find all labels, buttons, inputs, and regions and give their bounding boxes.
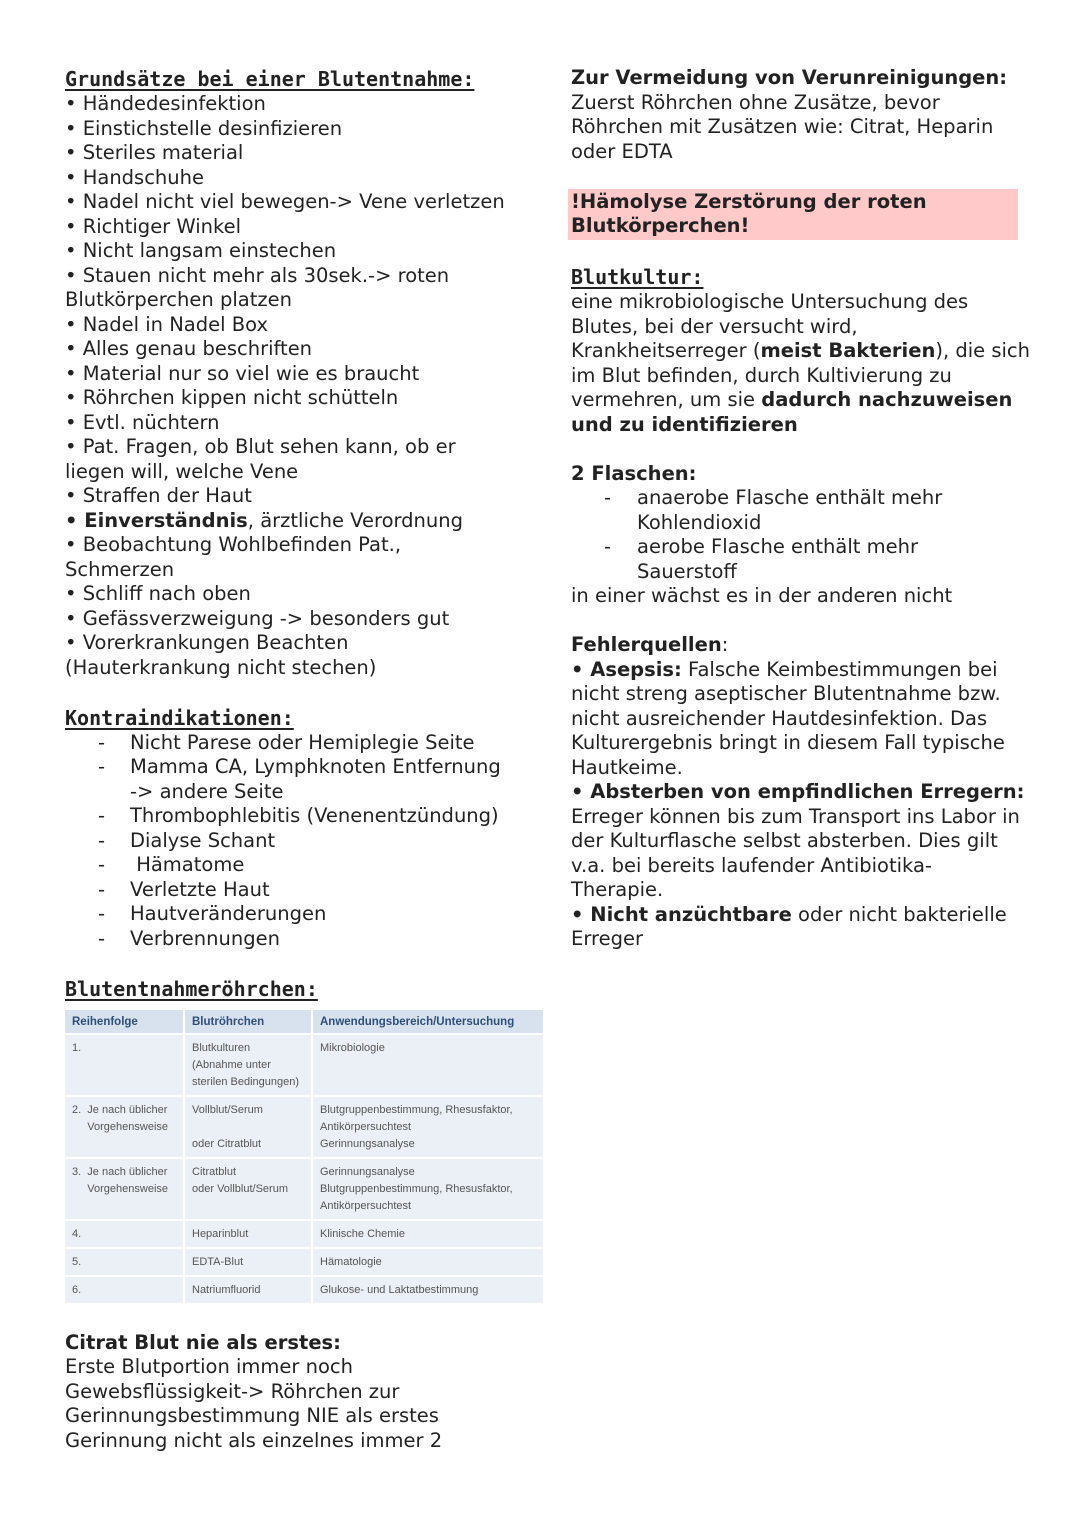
list-item: • Gefässverzweigung -> besonders gut: [65, 606, 450, 630]
cell-line: oder Vollblut/Serum: [192, 1182, 288, 1195]
text-span: Krankheitserreger (: [571, 339, 761, 362]
table-cell-tube: [185, 1159, 311, 1219]
einverstaendnis-rest: , ärztliche Verordnung: [247, 508, 464, 532]
text-line: nicht streng aseptischer Blutentnahme bzw.: [571, 682, 1001, 705]
list-item: - Nicht Parese oder Hemiplegie Seite: [65, 731, 535, 756]
column-header: Blutröhrchen: [185, 1010, 311, 1033]
cell-line: Vorgehensweise: [72, 1120, 169, 1133]
cell-line: Vorgehensweise: [72, 1182, 169, 1195]
table-cell-use: [313, 1035, 543, 1095]
text-line: Röhrchen mit Zusätzen wie: Citrat, Heparin: [571, 115, 994, 138]
text-line: der Kulturflasche selbst absterben. Dies gilt: [571, 829, 998, 852]
text-line: Erreger: [571, 927, 643, 950]
cell-line: Natriumfluorid: [192, 1283, 261, 1296]
table-cell-order: [65, 1221, 183, 1247]
table-body: [65, 1035, 543, 1303]
haemolyse-highlight-box: [568, 189, 1018, 240]
cell-line: [192, 1119, 304, 1136]
list-item-continuation: Kohlendioxid: [637, 510, 762, 534]
table-cell-tube: [185, 1249, 311, 1275]
text-line: [571, 903, 1021, 928]
list-item: • Material nur so viel wie es braucht: [65, 361, 420, 385]
grundsaetze-heading: Grundsätze bei einer Blutentnahme:: [65, 67, 475, 91]
cell-line: 6.: [72, 1283, 82, 1296]
cell-line: Antikörpersuchtest: [320, 1120, 412, 1133]
text-line: Gerinnungsbestimmung NIE als erstes: [65, 1404, 439, 1427]
verunreinigung-heading: Zur Vermeidung von Verunreinigungen:: [571, 66, 1008, 89]
table-cell-use: [313, 1221, 543, 1247]
list-item: liegen will, welche Vene: [65, 459, 299, 483]
list-item: - Verbrennungen: [65, 927, 535, 952]
cell-line: Hämatologie: [320, 1255, 382, 1268]
text-line: und zu identifizieren: [571, 412, 798, 436]
cell-line: Heparinblut: [192, 1227, 249, 1240]
text-line: • Absterben von empfindlichen Erregern:: [571, 780, 1025, 803]
column-header: Reihenfolge: [65, 1010, 183, 1033]
table-cell-order: [65, 1249, 183, 1275]
cell-line: Blutkulturen: [192, 1041, 251, 1054]
list-item: • Evtl. nüchtern: [65, 410, 220, 434]
bold-span: dadurch nachzuweisen: [761, 388, 1013, 411]
list-item: • Nadel in Nadel Box: [65, 312, 268, 336]
right-column: [571, 66, 1030, 952]
blood-tube-table: [63, 1008, 545, 1305]
cell-line: Glukose- und Laktatbestimmung: [320, 1283, 479, 1296]
cell-line: 2. Je nach üblicher: [72, 1103, 168, 1116]
text-line: Erste Blutportion immer noch: [65, 1355, 354, 1378]
table-row: [65, 1035, 543, 1095]
table-cell-order: [65, 1097, 183, 1157]
text-span: :: [721, 633, 729, 656]
einverstaendnis-bold: • Einverständnis: [65, 508, 248, 532]
table-cell-order: [65, 1035, 183, 1095]
list-item: • Richtiger Winkel: [65, 214, 242, 238]
cell-line: Citratblut: [192, 1165, 237, 1178]
list-item: • Händedesinfektion: [65, 92, 266, 115]
table-row: [65, 1097, 543, 1157]
table-cell-use: [313, 1277, 543, 1303]
list-item: • Röhrchen kippen nicht schütteln: [65, 386, 399, 409]
flaschen-heading: 2 Flaschen:: [571, 461, 697, 485]
list-item: • Nicht langsam einstechen: [65, 239, 337, 262]
citrat-heading: Citrat Blut nie als erstes:: [65, 1330, 341, 1354]
list-item: - Dialyse Schant: [65, 829, 535, 854]
table-row: [65, 1249, 543, 1275]
table-cell-order: [65, 1159, 183, 1219]
cell-line: EDTA-Blut: [192, 1255, 244, 1268]
list-item: - Mamma CA, Lymphknoten Entfernung: [65, 755, 535, 780]
text-line: oder EDTA: [571, 139, 673, 163]
text-line: Zuerst Röhrchen ohne Zusätze, bevor: [571, 90, 940, 114]
text-line: nicht ausreichender Hautdesinfektion. Das: [571, 706, 988, 730]
text-line: Therapie.: [571, 878, 664, 901]
table-cell-use: [313, 1097, 543, 1157]
table-row: [65, 1277, 543, 1303]
text-line: Blutes, bei der versucht wird,: [571, 314, 858, 338]
text-line: [571, 339, 1030, 364]
list-item-continuation: Sauerstoff: [637, 559, 737, 583]
list-item: • Handschuhe: [65, 165, 205, 189]
text-line: Kulturergebnis bringt in diesem Fall typische: [571, 731, 1005, 754]
cell-line: Mikrobiologie: [320, 1041, 385, 1054]
text-span: vermehren, um sie: [571, 388, 762, 411]
text-line: Blutkörperchen!: [571, 214, 750, 237]
cell-line: 1.: [72, 1041, 82, 1054]
list-item: • Nadel nicht viel bewegen-> Vene verletzen: [65, 190, 505, 213]
text-line: v.a. bei bereits laufender Antibiotika-: [571, 853, 932, 877]
list-item: • Beobachtung Wohlbefinden Pat.,: [65, 533, 402, 556]
list-item-continuation: -> andere Seite: [130, 779, 284, 803]
grundsaetze-list: [65, 92, 535, 680]
bold-span: • Nicht anzüchtbare: [571, 902, 792, 926]
text-line: Gerinnung nicht als einzelnes immer 2: [65, 1428, 443, 1452]
blutkultur-heading: Blutkultur:: [571, 265, 704, 289]
list-item: - Thrombophlebitis (Venenentzündung): [65, 804, 535, 829]
table-cell-tube: [185, 1035, 311, 1095]
text-line: eine mikrobiologische Untersuchung des: [571, 290, 969, 313]
text-line: Erreger können bis zum Transport ins Labor in: [571, 804, 1020, 828]
cell-line: Blutgruppenbestimmung, Rhesusfaktor,: [320, 1182, 513, 1195]
table-row: [65, 1159, 543, 1219]
cell-line: sterilen Bedingungen): [192, 1075, 300, 1088]
table-cell-use: [313, 1249, 543, 1275]
text-span: oder nicht bakterielle: [791, 902, 1007, 926]
table-row: [65, 1221, 543, 1247]
kontraindikationen-heading: Kontraindikationen:: [65, 705, 294, 730]
list-item: [65, 509, 535, 534]
list-item: • Steriles material: [65, 141, 244, 164]
list-item: - Verletzte Haut: [65, 878, 535, 903]
fehlerquellen-heading: [571, 633, 1021, 658]
bold-span: meist Bakterien: [760, 339, 936, 362]
text-line: Gewebsflüssigkeit-> Röhrchen zur: [65, 1379, 400, 1403]
cell-line: 3. Je nach üblicher: [72, 1165, 168, 1178]
list-item: • Stauen nicht mehr als 30sek.-> roten: [65, 263, 450, 287]
table-cell-use: [313, 1159, 543, 1219]
text-line: Hautkeime.: [571, 755, 683, 779]
cell-line: Klinische Chemie: [320, 1227, 405, 1240]
table-cell-tube: [185, 1097, 311, 1157]
table-cell-tube: [185, 1221, 311, 1247]
left-column: [65, 66, 535, 1453]
text-line: [571, 388, 1021, 413]
cell-line: 4.: [72, 1227, 82, 1240]
table-cell-tube: [185, 1277, 311, 1303]
list-item: - Hämatome: [65, 853, 535, 878]
list-item: • Einstichstelle desinfizieren: [65, 116, 343, 140]
list-item: - Hautveränderungen: [65, 902, 535, 927]
list-item: • Schliff nach oben: [65, 582, 251, 605]
cell-line: Blutgruppenbestimmung, Rhesusfaktor,: [320, 1103, 513, 1116]
table-cell-order: [65, 1277, 183, 1303]
text-span: ), die sich: [935, 339, 1030, 362]
text-line: !Hämolyse Zerstörung der roten: [571, 189, 927, 213]
cell-line: 5.: [72, 1255, 82, 1268]
cell-line: Vollblut/Serum: [192, 1103, 263, 1116]
table-header-row: [65, 1010, 543, 1033]
cell-line: oder Citratblut: [192, 1137, 262, 1150]
text-span: Falsche Keimbestimmungen bei: [681, 657, 998, 681]
cell-line: Gerinnungsanalyse: [320, 1137, 415, 1150]
bold-span: Fehlerquellen: [571, 633, 722, 656]
list-item: • Alles genau beschriften: [65, 337, 313, 360]
cell-line: (Abnahme unter: [192, 1058, 271, 1071]
bold-span: • Asepsis:: [571, 657, 682, 681]
text-line: in einer wächst es in der anderen nicht: [571, 584, 953, 607]
list-item: • Vorerkrankungen Beachten: [65, 631, 349, 654]
list-item: - anaerobe Flasche enthält mehr: [571, 486, 1021, 511]
cell-line: Antikörpersuchtest: [320, 1199, 412, 1212]
list-item: Schmerzen: [65, 557, 175, 581]
kontraindikationen-list: [65, 731, 535, 952]
list-item: Blutkörperchen platzen: [65, 288, 292, 311]
text-line: im Blut befinden, durch Kultivierung zu: [571, 363, 952, 387]
cell-line: Gerinnungsanalyse: [320, 1165, 415, 1178]
list-item: • Straffen der Haut: [65, 484, 252, 507]
text-line: [571, 658, 1021, 683]
list-item: (Hauterkrankung nicht stechen): [65, 655, 377, 679]
list-item: - aerobe Flasche enthält mehr: [571, 535, 1021, 560]
list-item: • Pat. Fragen, ob Blut sehen kann, ob er: [65, 435, 456, 458]
column-header: Anwendungsbereich/Untersuchung: [313, 1010, 543, 1033]
roehrchen-heading: Blutentnahmeröhrchen:: [65, 976, 318, 1001]
